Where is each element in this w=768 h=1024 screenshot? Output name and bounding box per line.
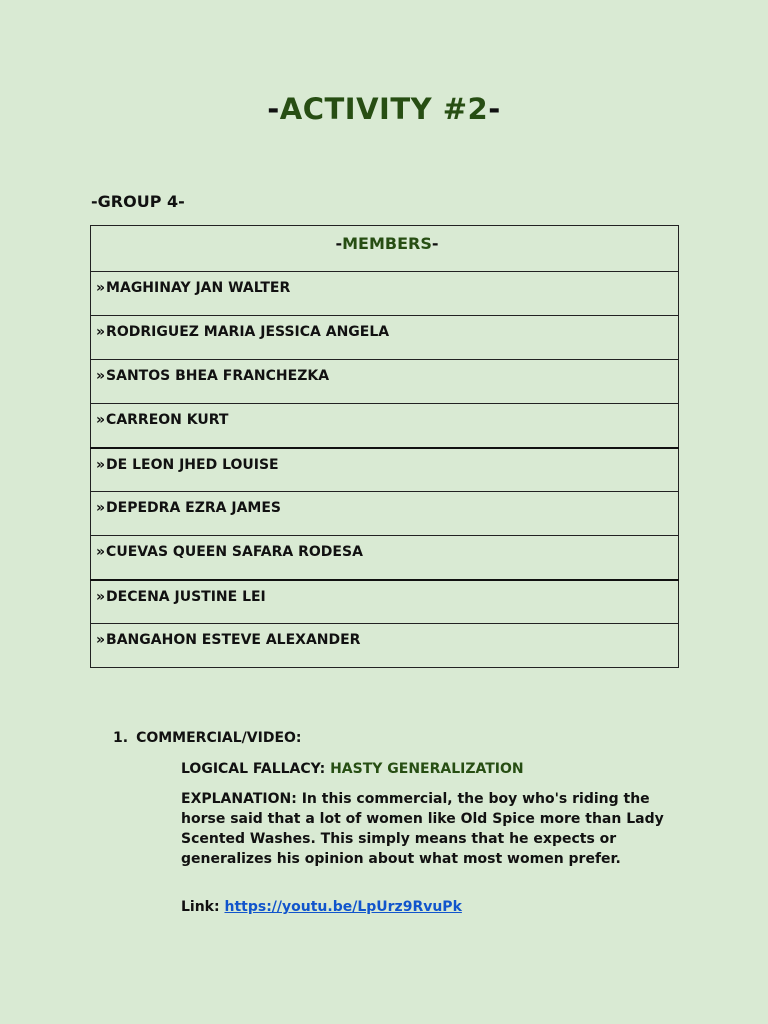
member-cell — [91, 492, 679, 536]
fallacy-label: LOGICAL FALLACY: — [181, 761, 326, 777]
table-row — [91, 316, 679, 360]
table-row — [91, 404, 679, 448]
members-header-row — [91, 226, 679, 272]
item-heading — [113, 730, 673, 746]
member-name: MAGHINAY JAN WALTER — [106, 280, 291, 296]
member-name: DEPEDRA EZRA JAMES — [106, 500, 281, 516]
member-cell — [91, 580, 679, 624]
members-header: MEMBERS — [342, 234, 432, 253]
table-row — [91, 580, 679, 624]
members-header-suffix: - — [431, 234, 439, 253]
member-cell — [91, 316, 679, 360]
fallacy-line — [181, 759, 671, 779]
bullet-icon: » — [96, 412, 106, 428]
video-link[interactable]: https://youtu.be/LpUrz9RvuPk — [224, 899, 462, 915]
bullet-icon: » — [96, 632, 106, 648]
table-row — [91, 360, 679, 404]
table-row — [91, 624, 679, 668]
bullet-icon: » — [96, 456, 106, 473]
bullet-icon: » — [96, 588, 106, 605]
member-name: SANTOS BHEA FRANCHEZKA — [106, 368, 330, 384]
item-number: 1. — [113, 730, 129, 746]
bullet-icon: » — [96, 280, 106, 296]
page-title — [0, 92, 768, 126]
bullet-icon: » — [96, 368, 106, 384]
link-line — [181, 897, 671, 917]
link-label: Link: — [181, 899, 220, 915]
group-label: -GROUP 4- — [91, 192, 185, 211]
member-cell — [91, 624, 679, 668]
table-row — [91, 272, 679, 316]
item-section — [113, 730, 673, 746]
member-name: CUEVAS QUEEN SAFARA RODESA — [106, 544, 363, 560]
member-cell — [91, 404, 679, 448]
bullet-icon: » — [96, 324, 106, 340]
table-row — [91, 448, 679, 492]
title-text: ACTIVITY #2 — [279, 92, 489, 126]
bullet-icon: » — [96, 500, 106, 516]
member-name: DE LEON JHED LOUISE — [106, 456, 279, 473]
member-cell — [91, 448, 679, 492]
title-suffix: - — [488, 92, 501, 126]
title-prefix: - — [267, 92, 280, 126]
members-header-cell — [91, 226, 679, 272]
explanation-text: In this commercial, the boy who's riding the horse said that a lot of women like Old Spice more than Lady Scented Washes. This simply means that he expects or generalizes his opinion about what most women prefer. — [181, 791, 664, 867]
explanation-label: EXPLANATION: — [181, 791, 297, 807]
fallacy-value: HASTY GENERALIZATION — [330, 761, 524, 777]
member-name: CARREON KURT — [106, 412, 229, 428]
item-heading-text: COMMERCIAL/VIDEO: — [136, 730, 302, 746]
member-name: DECENA JUSTINE LEI — [106, 588, 266, 605]
member-cell — [91, 360, 679, 404]
member-cell — [91, 272, 679, 316]
member-cell — [91, 536, 679, 580]
members-table — [90, 225, 679, 668]
member-name: RODRIGUEZ MARIA JESSICA ANGELA — [106, 324, 390, 340]
table-row — [91, 536, 679, 580]
member-name: BANGAHON ESTEVE ALEXANDER — [106, 632, 361, 648]
table-row — [91, 492, 679, 536]
explanation-paragraph — [181, 789, 671, 869]
bullet-icon: » — [96, 544, 106, 560]
members-header-prefix: - — [335, 234, 343, 253]
